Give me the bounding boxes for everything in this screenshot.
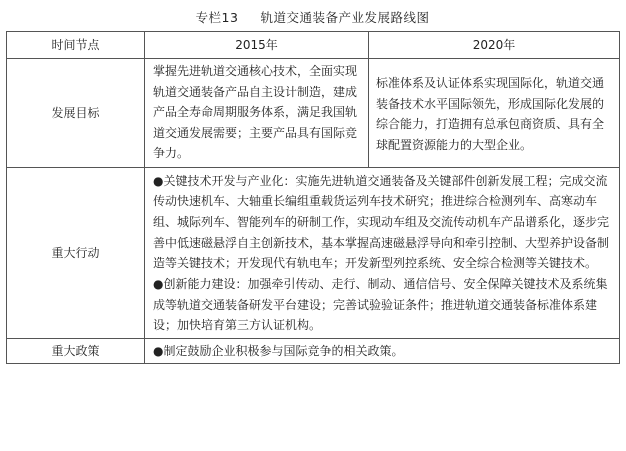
goal-2020-text: 标准体系及认证体系实现国际化，轨道交通装备技术水平国际领先，形成国际化发展的综合能力，打造拥有总承包商资质、具有全球配置资源能力的大型企业。 bbox=[369, 59, 620, 168]
roadmap-panel bbox=[6, 5, 619, 364]
goal-2015-text: 掌握先进轨道交通核心技术，全面实现轨道交通装备产品自主设计制造，建成产品全寿命周期服务体系，满足我国轨道交通发展需要；主要产品具有国际竞争力。 bbox=[145, 59, 369, 168]
header-row bbox=[7, 32, 620, 59]
action-label: 重大行动 bbox=[7, 167, 145, 339]
header-2015: 2015年 bbox=[145, 32, 369, 59]
policy-text: ●制定鼓励企业积极参与国际竞争的相关政策。 bbox=[145, 339, 620, 364]
policy-row bbox=[7, 339, 620, 364]
goal-label: 发展目标 bbox=[7, 59, 145, 168]
column-number: 专栏13 bbox=[195, 10, 239, 25]
title-text: 轨道交通装备产业发展路线图 bbox=[260, 10, 430, 25]
action-row bbox=[7, 167, 620, 339]
action-content bbox=[145, 167, 620, 339]
goal-row bbox=[7, 59, 620, 168]
action-item-tech: ●关键技术开发与产业化：实施先进轨道交通装备及关键部件创新发展工程；完成交流传动快速机车、大轴重长编组重载货运列车技术研究；推进综合检测列车、高寒动车组、城际列车、智能列车的研制工作，实现动车组及交流传动机车产品谱系化，逐步完善中低速磁悬浮自主创新技术，基本掌握高速磁悬浮导向和牵引控制、大型养护设备制造等关键技术；开发现代有轨电车；开发新型列控系统、安全综合检测等关键技术。 bbox=[153, 173, 610, 271]
header-time-node: 时间节点 bbox=[7, 32, 145, 59]
roadmap-table bbox=[6, 31, 620, 364]
policy-label: 重大政策 bbox=[7, 339, 145, 364]
header-2020: 2020年 bbox=[369, 32, 620, 59]
action-item-innovation: ●创新能力建设：加强牵引传动、走行、制动、通信信号、安全保障关键技术及系统集成等轨道交通装备研发平台建设；完善试验验证条件；推进轨道交通装备标准体系建设；加快培育第三方认证机构。 bbox=[153, 277, 608, 333]
table-title bbox=[6, 5, 619, 31]
